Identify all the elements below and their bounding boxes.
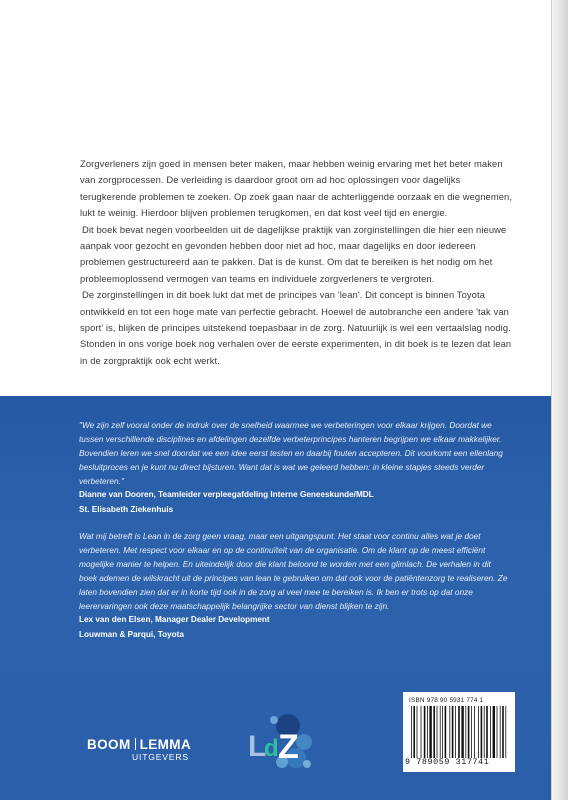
testimonial-attribution: Louwman & Parqui, Toyota — [79, 629, 184, 639]
barcode-digits: 9 789059 317741 — [405, 757, 490, 767]
testimonial-attribution: Lex van den Elsen, Manager Dealer Development — [79, 615, 270, 625]
testimonial-attribution: St. Elisabeth Ziekenhuis — [79, 505, 174, 515]
intro-paragraph: De zorginstellingen in dit boek lukt dat met de principes van 'lean'. Dit concept is binnen Toyota ontwikkeld en tot een hoge mate van perfectie gebracht. Hoewel de autobranche een andere 'tak van sport' is, blijken de principes uitstekend toepasbaar in de zorg. Natuurlijk is wel een vertaalslag nodig. Stonden in ons vorige boek nog verhalen over de eerste experimenten, in dit boek is te lezen dat lean in de zorgpraktijk ook echt werkt. — [80, 289, 512, 366]
testimonial-quote: Wat mij betreft is Lean in de zorg geen vraag, maar een uitgangspunt. Het staat voor continu alles wat je doet verbeteren. Met respect voor elkaar en op de continuïteit van de organisatie. Om de klant op de meest efficiënt mogelijke manier te helpen. En uiteindelijk door die klant beloond te worden met een glimlach. De verhalen in dit boek ademen de wilskracht uit de principes van lean te gebruiken om dat ook voor de patiëntenzorg te realiseren. Ze laten bovendien zien dat er in korte tijd ook in de zorg al veel mee te bereiken is. Ik ben er trots op dat onze leerervaringen ook deze maatschappelijk belangrijke sector van dienst blijken te zijn. — [79, 530, 508, 612]
ldz-logo-icon — [244, 712, 316, 774]
testimonial-attribution: Dianne van Dooren, Teamleider verpleegafdeling Interne Geneeskunde/MDL — [79, 490, 374, 500]
intro-paragraph: Dit boek bevat negen voorbeelden uit de dagelijkse praktijk van zorginstellingen die hier een nieuwe aanpak voor gezocht en gevonden hebben door niet ad hoc, maar dagelijks en door iedereen problemen gestructureerd aan te pakken. Dat is de kunst. Om dat te bereiken is het nodig om het probleemoplossend vermogen van teams en individuele zorgverleners te vergroten. — [80, 223, 507, 284]
publisher-subtitle: UITGEVERS — [132, 752, 189, 762]
barcode-icon — [409, 706, 509, 758]
isbn-label: ISBN 978 90 5931 774 1 — [409, 697, 484, 704]
svg-text:d: d — [264, 735, 279, 762]
publisher-name-right: LEMMA — [139, 737, 192, 752]
testimonials — [79, 418, 511, 642]
publisher-name-left: BOOM — [87, 737, 131, 752]
testimonial-quote: "We zijn zelf vooral onder de indruk over de snelheid waarmee we verbeteringen voor elkaar krijgen. Doordat we tussen verschillende disciplines en afdelingen dezelfde verbeterprincipes hanteren begrijpen we elkaar makkelijker. Bovendien leren we snel doordat we een idee eerst testen en daarbij fouten accepteren. Dit voorkomt een ellenlang besluitproces en je kunt nu direct bijsturen. Want dat is wat we geleerd hebben: in kleine stapjes steeds verder verbeteren." — [79, 420, 503, 487]
svg-text:Z: Z — [278, 728, 299, 766]
intro-text — [80, 156, 516, 369]
svg-text:L: L — [248, 730, 267, 763]
book-spine-edge — [551, 0, 568, 800]
publisher-logo — [87, 737, 191, 762]
intro-paragraph: Zorgverleners zijn goed in mensen beter maken, maar hebben weinig ervaring met het beter maken van zorgprocessen. De verleiding is daardoor groot om ad hoc oplossingen voor dagelijks terugkerende problemen te zoeken. Op zoek gaan naar de achterliggende oorzaak en die wegnemen, lukt te weinig. Hierdoor blijven problemen terugkomen, en dat kost veel tijd en energie. — [80, 158, 513, 219]
isbn-barcode-block — [403, 692, 515, 772]
